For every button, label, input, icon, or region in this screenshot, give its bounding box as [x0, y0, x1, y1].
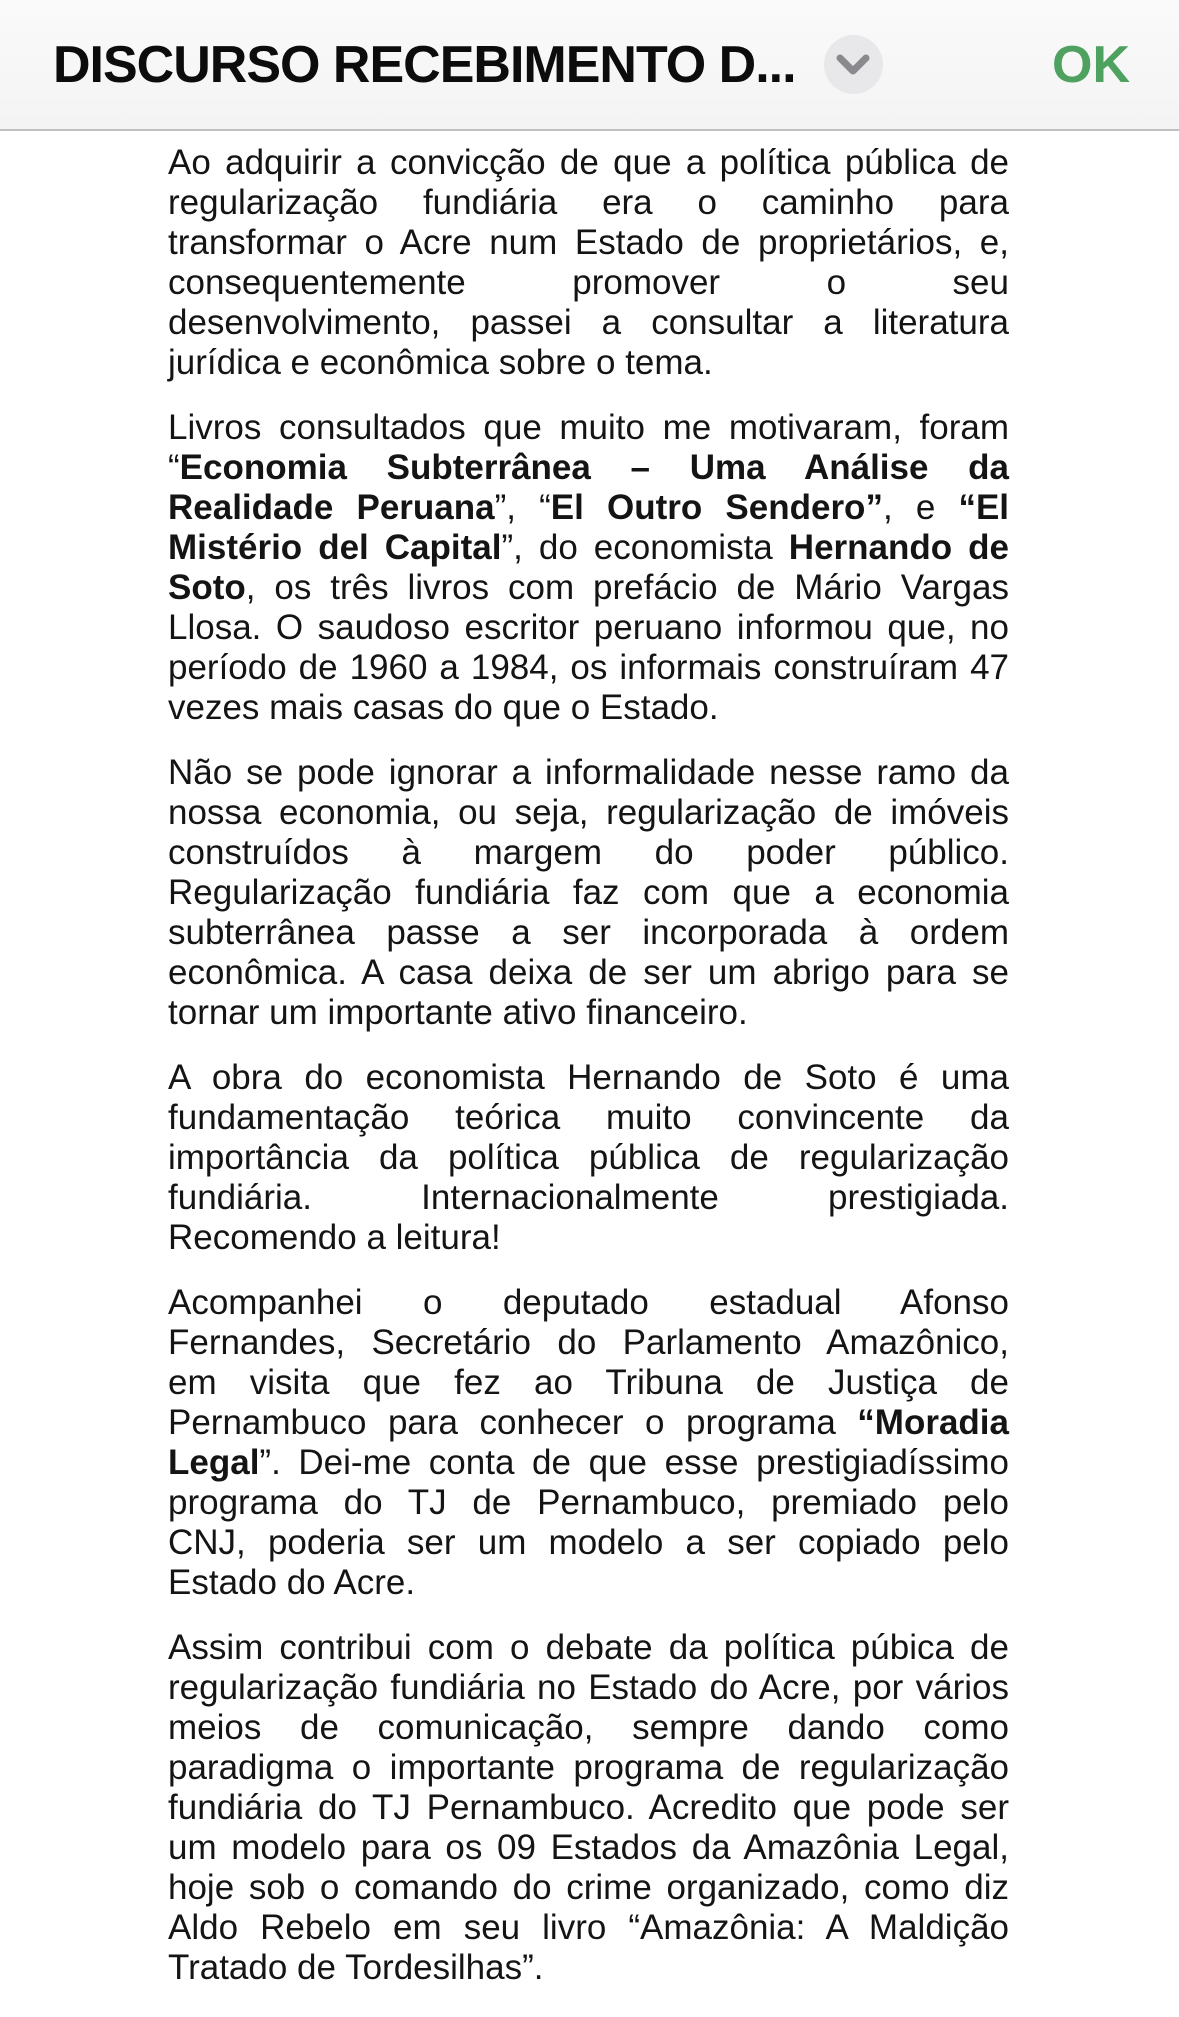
text-line: subterrânea passe a ser incorporada à ordem — [168, 913, 1009, 952]
text-line: Pernambuco para conhecer o programa “Moradia — [168, 1403, 1009, 1442]
text-line: um modelo para os 09 Estados da Amazônia Legal, — [168, 1828, 1009, 1867]
text-line: Realidade Peruana”, “El Outro Sendero”, e “El — [168, 488, 1010, 527]
text-line: tornar um importante ativo financeiro. — [168, 993, 748, 1032]
header-bar — [0, 0, 1179, 131]
text-line: Ao adquirir a convicção de que a política pública de — [168, 143, 1009, 182]
text-line: Assim contribui com o debate da política púbica de — [168, 1628, 1009, 1667]
document-content[interactable] — [0, 131, 1179, 1988]
text-line: programa do TJ de Pernambuco, premiado pelo — [168, 1483, 1009, 1522]
text-line: Recomendo a leitura! — [168, 1218, 501, 1257]
text-line: regularização fundiária no Estado do Acre, por vários — [168, 1668, 1009, 1707]
text-line: meios de comunicação, sempre dando como — [168, 1708, 1009, 1747]
paragraph — [168, 1058, 1009, 1258]
text-line: fundiária. Internacionalmente prestigiada. — [168, 1178, 1009, 1217]
text-line: Mistério del Capital”, do economista Hernando de — [168, 528, 1009, 567]
text-line: CNJ, poderia ser um modelo a ser copiado pelo — [168, 1523, 1009, 1562]
text-line: A obra do economista Hernando de Soto é uma — [168, 1058, 1009, 1097]
text-line: construídos à margem do poder público. — [168, 833, 1009, 872]
text-line: Aldo Rebelo em seu livro “Amazônia: A Maldição — [168, 1908, 1009, 1947]
text-line: Fernandes, Secretário do Parlamento Amazônico, — [168, 1323, 1009, 1362]
paragraph — [168, 1628, 1009, 1988]
paragraph — [168, 753, 1009, 1033]
text-line: vezes mais casas do que o Estado. — [168, 688, 719, 727]
text-line: nossa economia, ou seja, regularização de imóveis — [168, 793, 1009, 832]
text-line: fundamentação teórica muito convincente da — [168, 1098, 1009, 1137]
paragraph — [168, 1283, 1009, 1603]
text-line: Estado do Acre. — [168, 1563, 416, 1602]
text-line: consequentemente promover o seu — [168, 263, 1009, 302]
text-line: fundiária do TJ Pernambuco. Acredito que pode ser — [168, 1788, 1009, 1827]
text-line: jurídica e econômica sobre o tema. — [168, 343, 713, 382]
title-dropdown-button[interactable] — [824, 35, 883, 94]
text-line: econômica. A casa deixa de ser um abrigo para se — [168, 953, 1009, 992]
text-line: Regularização fundiária faz com que a economia — [168, 873, 1009, 912]
text-line: Não se pode ignorar a informalidade nesse ramo da — [168, 753, 1009, 792]
ok-button[interactable]: OK — [1052, 35, 1130, 94]
chevron-down-icon — [836, 54, 870, 76]
text-line: Tratado de Tordesilhas”. — [168, 1948, 544, 1987]
text-line: paradigma o importante programa de regularização — [168, 1748, 1009, 1787]
paragraph — [168, 143, 1009, 383]
text-line: regularização fundiária era o caminho para — [168, 183, 1009, 222]
text-line: Soto, os três livros com prefácio de Mário Vargas — [168, 568, 1009, 607]
text-line: período de 1960 a 1984, os informais construíram 47 — [168, 648, 1009, 687]
text-line: Acompanhei o deputado estadual Afonso — [168, 1283, 1009, 1322]
text-line: em visita que fez ao Tribuna de Justiça de — [168, 1363, 1009, 1402]
text-line: importância da política pública de regularização — [168, 1138, 1009, 1177]
text-line: desenvolvimento, passei a consultar a literatura — [168, 303, 1009, 342]
document-title: DISCURSO RECEBIMENTO D... — [53, 35, 796, 94]
text-line: Llosa. O saudoso escritor peruano informou que, no — [168, 608, 1009, 647]
text-line: hoje sob o comando do crime organizado, como diz — [168, 1868, 1009, 1907]
text-line: transformar o Acre num Estado de proprietários, e, — [168, 223, 1009, 262]
text-line: “Economia Subterrânea – Uma Análise da — [168, 448, 1009, 487]
paragraph — [168, 408, 1009, 728]
text-line: Legal”. Dei-me conta de que esse prestigiadíssimo — [168, 1443, 1009, 1482]
text-line: Livros consultados que muito me motivaram, foram — [168, 408, 1009, 447]
